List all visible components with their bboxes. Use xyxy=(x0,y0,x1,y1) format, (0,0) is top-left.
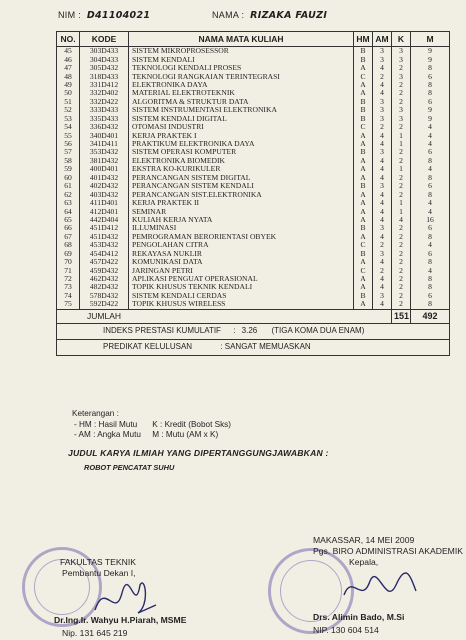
cell-kode: 578D432 xyxy=(80,292,129,300)
table-row xyxy=(57,131,450,139)
cell-am: 4 xyxy=(373,165,392,173)
cell-am: 2 xyxy=(373,72,392,80)
cell-m: 8 xyxy=(411,64,450,72)
cell-k: 2 xyxy=(392,123,411,131)
cell-nama: MATERIAL ELEKTROTEKNIK xyxy=(129,89,354,97)
cell-k: 3 xyxy=(392,115,411,123)
cell-k: 1 xyxy=(392,207,411,215)
signature-left-nip: Nip. 131 645 219 xyxy=(62,628,128,638)
cell-hm: A xyxy=(354,131,373,139)
cell-am: 4 xyxy=(373,190,392,198)
cell-no: 61 xyxy=(57,182,80,190)
nama-label: NAMA : xyxy=(212,10,245,20)
table-row xyxy=(57,115,450,123)
cell-kode: 592D422 xyxy=(80,300,129,309)
table-row xyxy=(57,258,450,266)
cell-k: 3 xyxy=(392,106,411,114)
cell-k: 4 xyxy=(392,216,411,224)
cell-nama: ELEKTRONIKA DAYA xyxy=(129,81,354,89)
cell-hm: A xyxy=(354,300,373,309)
table-row xyxy=(57,81,450,89)
cell-nama: EKSTRA KO-KURIKULER xyxy=(129,165,354,173)
nim-header xyxy=(58,10,150,21)
table-row xyxy=(57,216,450,224)
cell-hm: A xyxy=(354,89,373,97)
col-header-k: K xyxy=(392,32,411,47)
cell-no: 70 xyxy=(57,258,80,266)
cell-no: 48 xyxy=(57,72,80,80)
cell-am: 3 xyxy=(373,47,392,56)
cell-nama: PERANCANGAN SIST.ELEKTRONIKA xyxy=(129,190,354,198)
cell-hm: A xyxy=(354,140,373,148)
cell-m: 4 xyxy=(411,140,450,148)
cell-hm: B xyxy=(354,47,373,56)
cell-k: 3 xyxy=(392,72,411,80)
nama-value: RIZAKA FAUZI xyxy=(250,10,328,21)
table-row xyxy=(57,165,450,173)
cell-k: 1 xyxy=(392,199,411,207)
cell-m: 16 xyxy=(411,216,450,224)
signature-right xyxy=(313,535,463,636)
cell-no: 53 xyxy=(57,115,80,123)
cell-nama: PEMROGRAMAN BERORIENTASI OBYEK xyxy=(129,233,354,241)
cell-m: 8 xyxy=(411,258,450,266)
col-header-am: AM xyxy=(373,32,392,47)
cell-m: 6 xyxy=(411,98,450,106)
cell-k: 2 xyxy=(392,81,411,89)
table-row xyxy=(57,224,450,232)
cell-kode: 332D402 xyxy=(80,89,129,97)
cell-am: 3 xyxy=(373,55,392,63)
cell-no: 56 xyxy=(57,140,80,148)
table-row xyxy=(57,275,450,283)
cell-k: 2 xyxy=(392,275,411,283)
cell-kode: 442D404 xyxy=(80,216,129,224)
cell-m: 8 xyxy=(411,283,450,291)
table-row xyxy=(57,250,450,258)
predikat-row xyxy=(57,339,450,355)
keterangan-title: Keterangan : xyxy=(72,409,119,418)
cell-no: 72 xyxy=(57,275,80,283)
cell-no: 62 xyxy=(57,190,80,198)
signature-left-org: FAKULTAS TEKNIK xyxy=(60,557,136,567)
cell-hm: A xyxy=(354,275,373,283)
cell-m: 8 xyxy=(411,157,450,165)
cell-am: 3 xyxy=(373,224,392,232)
cell-hm: A xyxy=(354,216,373,224)
cell-m: 6 xyxy=(411,250,450,258)
cell-k: 2 xyxy=(392,98,411,106)
cell-hm: A xyxy=(354,199,373,207)
table-row xyxy=(57,233,450,241)
keterangan-am: - AM : Angka Mutu xyxy=(74,430,141,439)
table-row xyxy=(57,98,450,106)
cell-no: 73 xyxy=(57,283,80,291)
nim-value: D41104021 xyxy=(86,10,151,21)
cell-k: 2 xyxy=(392,190,411,198)
nim-label: NIM : xyxy=(58,10,81,20)
cell-nama: KERJA PRAKTEK I xyxy=(129,131,354,139)
cell-m: 8 xyxy=(411,89,450,97)
cell-am: 3 xyxy=(373,182,392,190)
cell-am: 4 xyxy=(373,233,392,241)
cell-nama: ALGORITMA & STRUKTUR DATA xyxy=(129,98,354,106)
cell-m: 9 xyxy=(411,115,450,123)
cell-m: 4 xyxy=(411,165,450,173)
cell-nama: PERANCANGAN SISTEM KENDALI xyxy=(129,182,354,190)
cell-no: 46 xyxy=(57,55,80,63)
cell-am: 3 xyxy=(373,115,392,123)
cell-m: 6 xyxy=(411,224,450,232)
cell-hm: C xyxy=(354,72,373,80)
cell-kode: 331D412 xyxy=(80,81,129,89)
ipk-value: 3.26 xyxy=(241,326,258,336)
table-header-row xyxy=(57,32,450,47)
table-row xyxy=(57,123,450,131)
cell-k: 1 xyxy=(392,165,411,173)
cell-kode: 335D433 xyxy=(80,115,129,123)
cell-nama: OTOMASI INDUSTRI xyxy=(129,123,354,131)
cell-k: 2 xyxy=(392,182,411,190)
table-row xyxy=(57,64,450,72)
cell-kode: 457D422 xyxy=(80,258,129,266)
total-m: 492 xyxy=(411,309,450,323)
cell-nama: TEKNOLOGI RANGKAIAN TERINTEGRASI xyxy=(129,72,354,80)
cell-kode: 340D401 xyxy=(80,131,129,139)
cell-nama: SISTEM MIKROPROSESSOR xyxy=(129,47,354,56)
cell-am: 4 xyxy=(373,199,392,207)
ipk-label: INDEKS PRESTASI KUMULATIF xyxy=(103,326,221,336)
predikat-value: : SANGAT MEMUASKAN xyxy=(220,342,311,352)
cell-m: 8 xyxy=(411,275,450,283)
cell-am: 3 xyxy=(373,98,392,106)
signature-right-name: Drs. Alimin Bado, M.Si xyxy=(313,612,405,622)
cell-am: 4 xyxy=(373,207,392,215)
cell-am: 4 xyxy=(373,140,392,148)
cell-nama: SISTEM KENDALI CERDAS xyxy=(129,292,354,300)
cell-m: 8 xyxy=(411,174,450,182)
cell-no: 49 xyxy=(57,81,80,89)
col-header-m: M xyxy=(411,32,450,47)
cell-nama: SISTEM INSTRUMENTASI ELEKTRONIKA xyxy=(129,106,354,114)
nama-header xyxy=(212,10,327,21)
cell-kode: 451D432 xyxy=(80,233,129,241)
cell-kode: 459D432 xyxy=(80,266,129,274)
cell-kode: 381D432 xyxy=(80,157,129,165)
cell-m: 9 xyxy=(411,55,450,63)
cell-hm: A xyxy=(354,190,373,198)
judul-karya-label: JUDUL KARYA ILMIAH YANG DIPERTANGGUNGJAWABKAN : xyxy=(68,448,329,458)
signature-left-role: Pembantu Dekan I, xyxy=(62,568,136,578)
cell-am: 4 xyxy=(373,258,392,266)
cell-kode: 318D433 xyxy=(80,72,129,80)
cell-no: 51 xyxy=(57,98,80,106)
table-row xyxy=(57,72,450,80)
cell-m: 8 xyxy=(411,300,450,309)
cell-kode: 454D412 xyxy=(80,250,129,258)
cell-no: 69 xyxy=(57,250,80,258)
judul-karya-value: ROBOT PENCATAT SUHU xyxy=(84,463,175,472)
col-header-nama: NAMA MATA KULIAH xyxy=(129,32,354,47)
cell-kode: 332D422 xyxy=(80,98,129,106)
total-k: 151 xyxy=(392,309,411,323)
cell-k: 2 xyxy=(392,241,411,249)
ipk-words: (TIGA KOMA DUA ENAM) xyxy=(271,326,365,336)
cell-m: 4 xyxy=(411,207,450,215)
cell-no: 65 xyxy=(57,216,80,224)
cell-kode: 353D432 xyxy=(80,148,129,156)
cell-nama: TOPIK KHUSUS WIRELESS xyxy=(129,300,354,309)
cell-k: 3 xyxy=(392,55,411,63)
cell-m: 6 xyxy=(411,148,450,156)
cell-am: 2 xyxy=(373,241,392,249)
cell-am: 2 xyxy=(373,266,392,274)
cell-nama: KULIAH KERJA NYATA xyxy=(129,216,354,224)
cell-nama: KERJA PRAKTEK II xyxy=(129,199,354,207)
table-row xyxy=(57,157,450,165)
cell-am: 4 xyxy=(373,300,392,309)
cell-kode: 341D411 xyxy=(80,140,129,148)
cell-m: 4 xyxy=(411,241,450,249)
cell-nama: TOPIK KHUSUS TEKNIK KENDALI xyxy=(129,283,354,291)
cell-hm: A xyxy=(354,81,373,89)
cell-hm: B xyxy=(354,182,373,190)
cell-am: 4 xyxy=(373,131,392,139)
cell-m: 4 xyxy=(411,123,450,131)
cell-kode: 402D432 xyxy=(80,182,129,190)
cell-hm: B xyxy=(354,250,373,258)
cell-hm: A xyxy=(354,258,373,266)
cell-no: 45 xyxy=(57,47,80,56)
cell-nama: PERANCANGAN SISTEM DIGITAL xyxy=(129,174,354,182)
cell-hm: A xyxy=(354,283,373,291)
cell-hm: B xyxy=(354,292,373,300)
cell-k: 2 xyxy=(392,300,411,309)
cell-am: 4 xyxy=(373,81,392,89)
cell-k: 2 xyxy=(392,258,411,266)
cell-k: 2 xyxy=(392,292,411,300)
table-row xyxy=(57,266,450,274)
grades-table xyxy=(56,31,450,356)
table-row xyxy=(57,140,450,148)
cell-am: 3 xyxy=(373,148,392,156)
cell-k: 1 xyxy=(392,140,411,148)
keterangan-block xyxy=(72,409,231,441)
cell-no: 64 xyxy=(57,207,80,215)
cell-hm: A xyxy=(354,207,373,215)
signature-right-role: Kepala, xyxy=(349,557,379,567)
cell-no: 52 xyxy=(57,106,80,114)
grades-rows xyxy=(57,47,450,310)
cell-no: 75 xyxy=(57,300,80,309)
cell-kode: 303D433 xyxy=(80,47,129,56)
cell-hm: C xyxy=(354,266,373,274)
cell-no: 57 xyxy=(57,148,80,156)
cell-hm: B xyxy=(354,224,373,232)
cell-nama: SISTEM KENDALI xyxy=(129,55,354,63)
cell-hm: B xyxy=(354,98,373,106)
cell-no: 47 xyxy=(57,64,80,72)
cell-nama: SISTEM OPERASI KOMPUTER xyxy=(129,148,354,156)
cell-k: 3 xyxy=(392,47,411,56)
cell-k: 2 xyxy=(392,157,411,165)
cell-k: 2 xyxy=(392,174,411,182)
table-row xyxy=(57,190,450,198)
cell-hm: B xyxy=(354,55,373,63)
cell-nama: ELEKTRONIKA BIOMEDIK xyxy=(129,157,354,165)
cell-k: 2 xyxy=(392,224,411,232)
cell-nama: JARINGAN PETRI xyxy=(129,266,354,274)
cell-k: 2 xyxy=(392,89,411,97)
cell-hm: A xyxy=(354,233,373,241)
table-row xyxy=(57,241,450,249)
cell-no: 60 xyxy=(57,174,80,182)
table-row xyxy=(57,174,450,182)
cell-kode: 482D432 xyxy=(80,283,129,291)
cell-nama: REKAYASA NUKLIR xyxy=(129,250,354,258)
cell-k: 2 xyxy=(392,148,411,156)
cell-nama: SEMINAR xyxy=(129,207,354,215)
cell-nama: ILLUMINASI xyxy=(129,224,354,232)
cell-hm: A xyxy=(354,64,373,72)
cell-am: 4 xyxy=(373,174,392,182)
cell-k: 1 xyxy=(392,131,411,139)
cell-m: 6 xyxy=(411,292,450,300)
cell-m: 8 xyxy=(411,190,450,198)
cell-hm: A xyxy=(354,165,373,173)
jumlah-label: JUMLAH xyxy=(57,309,392,323)
cell-nama: APLIKASI PENGUAT OPERASIONAL xyxy=(129,275,354,283)
cell-hm: A xyxy=(354,157,373,165)
cell-nama: SISTEM KENDALI DIGITAL xyxy=(129,115,354,123)
cell-m: 6 xyxy=(411,72,450,80)
cell-no: 71 xyxy=(57,266,80,274)
table-row xyxy=(57,207,450,215)
cell-hm: B xyxy=(354,115,373,123)
keterangan-m: M : Mutu (AM x K) xyxy=(152,430,219,439)
cell-hm: A xyxy=(354,174,373,182)
cell-hm: B xyxy=(354,106,373,114)
table-row xyxy=(57,47,450,56)
cell-m: 4 xyxy=(411,266,450,274)
cell-no: 66 xyxy=(57,224,80,232)
ipk-row xyxy=(57,323,450,339)
cell-k: 2 xyxy=(392,250,411,258)
cell-am: 3 xyxy=(373,292,392,300)
cell-hm: C xyxy=(354,123,373,131)
cell-am: 4 xyxy=(373,89,392,97)
cell-no: 68 xyxy=(57,241,80,249)
col-header-kode: KODE xyxy=(80,32,129,47)
table-row xyxy=(57,106,450,114)
cell-nama: PENGOLAHAN CITRA xyxy=(129,241,354,249)
table-row xyxy=(57,283,450,291)
cell-am: 4 xyxy=(373,275,392,283)
cell-hm: C xyxy=(354,241,373,249)
cell-k: 2 xyxy=(392,283,411,291)
cell-kode: 333D433 xyxy=(80,106,129,114)
cell-m: 8 xyxy=(411,81,450,89)
predikat-label: PREDIKAT KELULUSAN xyxy=(103,342,193,352)
cell-no: 63 xyxy=(57,199,80,207)
cell-no: 54 xyxy=(57,123,80,131)
cell-am: 3 xyxy=(373,106,392,114)
cell-kode: 451D412 xyxy=(80,224,129,232)
cell-m: 9 xyxy=(411,106,450,114)
table-row xyxy=(57,182,450,190)
cell-no: 50 xyxy=(57,89,80,97)
cell-kode: 304D433 xyxy=(80,55,129,63)
cell-m: 6 xyxy=(411,182,450,190)
cell-no: 67 xyxy=(57,233,80,241)
cell-kode: 411D401 xyxy=(80,199,129,207)
cell-am: 4 xyxy=(373,157,392,165)
cell-am: 4 xyxy=(373,283,392,291)
cell-kode: 462D432 xyxy=(80,275,129,283)
jumlah-row xyxy=(57,309,450,323)
signature-left xyxy=(54,557,187,639)
cell-k: 2 xyxy=(392,233,411,241)
cell-kode: 305D432 xyxy=(80,64,129,72)
cell-nama: KOMUNIKASI DATA xyxy=(129,258,354,266)
signature-right-place-date: MAKASSAR, 14 MEI 2009 xyxy=(313,535,415,545)
cell-m: 4 xyxy=(411,199,450,207)
signature-right-nip: NIP. 130 604 514 xyxy=(313,625,379,635)
signature-left-name: Dr.Ing.Ir. Wahyu H.Piarah, MSME xyxy=(54,615,187,625)
cell-kode: 401D432 xyxy=(80,174,129,182)
cell-m: 8 xyxy=(411,233,450,241)
keterangan-row-2 xyxy=(72,430,231,441)
keterangan-k: K : Kredit (Bobot Sks) xyxy=(152,419,232,429)
cell-kode: 336D432 xyxy=(80,123,129,131)
keterangan-hm: - HM : Hasil Mutu xyxy=(74,419,138,429)
ipk-colon: : xyxy=(233,326,236,336)
cell-k: 2 xyxy=(392,266,411,274)
cell-am: 2 xyxy=(373,123,392,131)
signature-right-org: Pgs. BIRO ADMINISTRASI AKADEMIK xyxy=(313,546,463,556)
cell-m: 4 xyxy=(411,131,450,139)
cell-no: 58 xyxy=(57,157,80,165)
cell-kode: 453D432 xyxy=(80,241,129,249)
cell-kode: 403D432 xyxy=(80,190,129,198)
table-row xyxy=(57,300,450,309)
table-row xyxy=(57,55,450,63)
table-row xyxy=(57,292,450,300)
table-row xyxy=(57,199,450,207)
cell-nama: TEKNOLOGI KENDALI PROSES xyxy=(129,64,354,72)
keterangan-row-1 xyxy=(72,420,231,431)
col-header-no: NO. xyxy=(57,32,80,47)
table-row xyxy=(57,89,450,97)
cell-nama: PRAKTIKUM ELEKTRONIKA DAYA xyxy=(129,140,354,148)
cell-no: 55 xyxy=(57,131,80,139)
cell-am: 4 xyxy=(373,216,392,224)
cell-kode: 412D401 xyxy=(80,207,129,215)
cell-k: 2 xyxy=(392,64,411,72)
table-row xyxy=(57,148,450,156)
cell-am: 3 xyxy=(373,250,392,258)
cell-kode: 400D401 xyxy=(80,165,129,173)
cell-no: 59 xyxy=(57,165,80,173)
cell-no: 74 xyxy=(57,292,80,300)
cell-m: 9 xyxy=(411,47,450,56)
col-header-hm: HM xyxy=(354,32,373,47)
cell-am: 4 xyxy=(373,64,392,72)
cell-hm: B xyxy=(354,148,373,156)
